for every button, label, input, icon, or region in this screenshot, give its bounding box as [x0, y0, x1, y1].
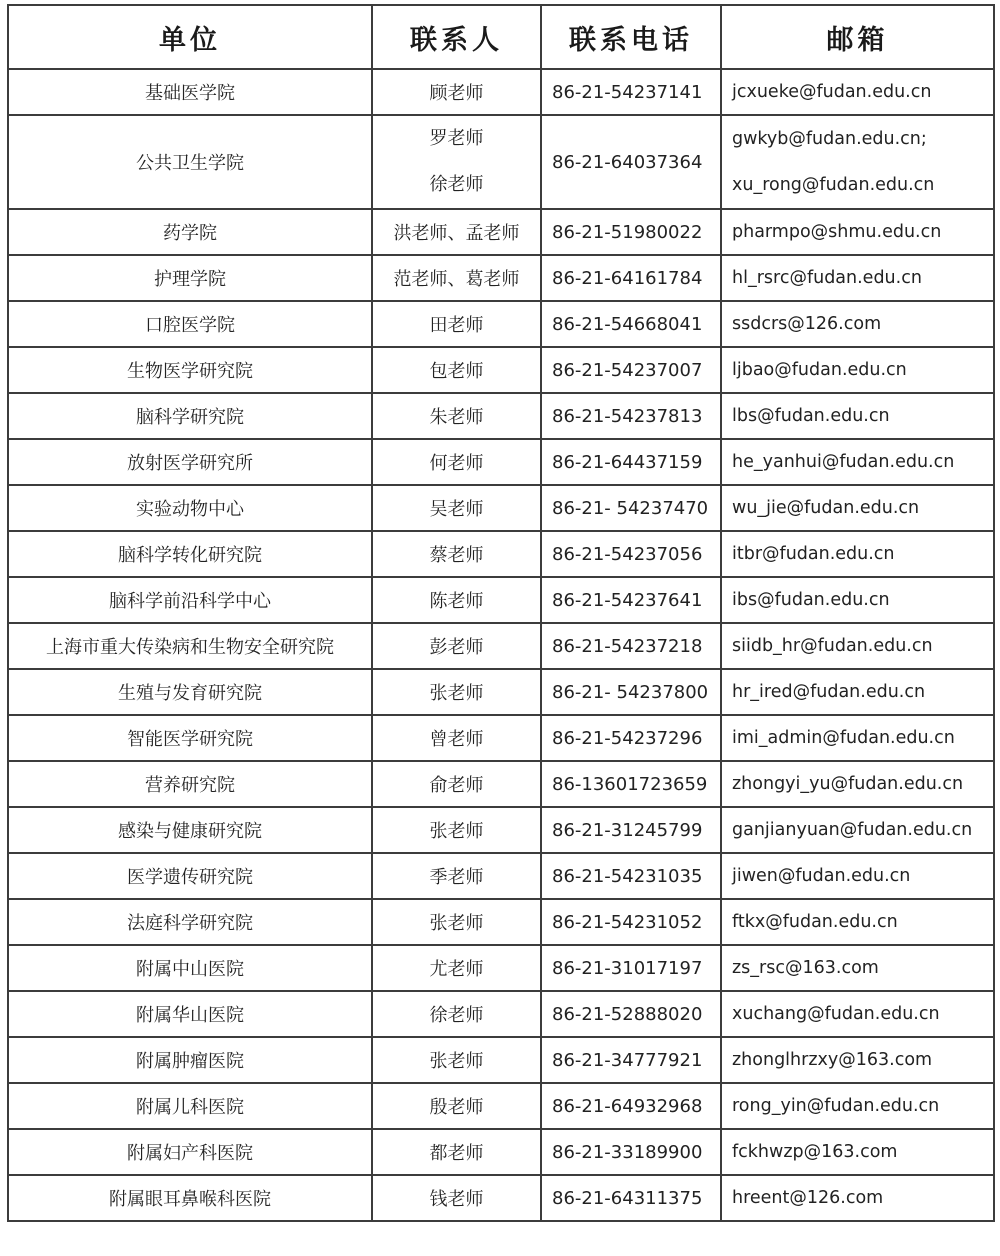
- phone-cell: 86-21-64037364: [541, 115, 721, 209]
- contact-cell: [372, 301, 541, 347]
- contact-cell: [372, 393, 541, 439]
- table-row: [8, 1037, 994, 1083]
- contact-name: 吴老师: [429, 499, 484, 520]
- email-cell: [721, 761, 994, 807]
- contact-name: 顾老师: [429, 83, 484, 104]
- table-row: [8, 899, 994, 945]
- email-cell: [721, 807, 994, 853]
- unit-cell: 基础医学院: [8, 69, 372, 115]
- phone-cell: 86-21-31245799: [541, 807, 721, 853]
- unit-cell: 口腔医学院: [8, 301, 372, 347]
- table-row: [8, 669, 994, 715]
- table-row: [8, 623, 994, 669]
- table-row: [8, 485, 994, 531]
- email-cell: [721, 853, 994, 899]
- table-body: [8, 69, 994, 1221]
- phone-cell: 86-21-54231035: [541, 853, 721, 899]
- table-row: [8, 1083, 994, 1129]
- contact-cell: [372, 577, 541, 623]
- unit-cell: 附属眼耳鼻喉科医院: [8, 1175, 372, 1221]
- email-address: zhonglhrzxy@163.com: [732, 1050, 933, 1070]
- phone-cell: 86-21-54237141: [541, 69, 721, 115]
- email-address: gwkyb@fudan.edu.cn;: [732, 129, 927, 149]
- unit-cell: 实验动物中心: [8, 485, 372, 531]
- contact-name: 彭老师: [429, 637, 484, 658]
- contact-name: 张老师: [429, 821, 484, 842]
- table-row: [8, 853, 994, 899]
- contact-name: 俞老师: [429, 775, 484, 796]
- unit-cell: 脑科学研究院: [8, 393, 372, 439]
- email-address: xu_rong@fudan.edu.cn: [732, 175, 935, 195]
- contact-name: 范老师、葛老师: [393, 269, 520, 290]
- phone-cell: 86-21-54237056: [541, 531, 721, 577]
- email-cell: [721, 531, 994, 577]
- unit-cell: 附属儿科医院: [8, 1083, 372, 1129]
- email-cell: [721, 301, 994, 347]
- email-address: ganjianyuan@fudan.edu.cn: [732, 820, 973, 840]
- table-row: [8, 255, 994, 301]
- table-row: [8, 945, 994, 991]
- contact-cell: [372, 439, 541, 485]
- unit-cell: 生殖与发育研究院: [8, 669, 372, 715]
- phone-cell: 86-21-64932968: [541, 1083, 721, 1129]
- contact-name: 罗老师: [429, 128, 484, 149]
- phone-cell: 86-21-54668041: [541, 301, 721, 347]
- table-row: [8, 347, 994, 393]
- unit-cell: 公共卫生学院: [8, 115, 372, 209]
- contact-cell: [372, 1129, 541, 1175]
- phone-cell: 86-21- 54237800: [541, 669, 721, 715]
- email-address: fckhwzp@163.com: [732, 1142, 898, 1162]
- contact-name: 殷老师: [429, 1097, 484, 1118]
- contact-name: 徐老师: [429, 1005, 484, 1026]
- contact-cell: [372, 623, 541, 669]
- header-row: [8, 5, 994, 69]
- email-address: ftkx@fudan.edu.cn: [732, 912, 898, 932]
- contact-name: 曾老师: [429, 729, 484, 750]
- email-address: jcxueke@fudan.edu.cn: [732, 82, 932, 102]
- table-row: [8, 531, 994, 577]
- unit-cell: 附属妇产科医院: [8, 1129, 372, 1175]
- phone-cell: 86-21-34777921: [541, 1037, 721, 1083]
- email-address: ibs@fudan.edu.cn: [732, 590, 890, 610]
- email-address: hl_rsrc@fudan.edu.cn: [732, 268, 922, 288]
- phone-cell: 86-21- 54237470: [541, 485, 721, 531]
- contact-cell: [372, 807, 541, 853]
- header-contact: 联系人: [372, 5, 541, 69]
- email-address: hreent@126.com: [732, 1188, 884, 1208]
- phone-cell: 86-21-54231052: [541, 899, 721, 945]
- contact-name: 张老师: [429, 683, 484, 704]
- unit-cell: 营养研究院: [8, 761, 372, 807]
- contact-cell: [372, 1037, 541, 1083]
- phone-cell: 86-21-54237218: [541, 623, 721, 669]
- email-cell: [721, 69, 994, 115]
- table-row: [8, 577, 994, 623]
- phone-cell: 86-21-54237296: [541, 715, 721, 761]
- phone-cell: 86-21-54237007: [541, 347, 721, 393]
- email-cell: [721, 439, 994, 485]
- table-row: [8, 115, 994, 209]
- email-address: hr_ired@fudan.edu.cn: [732, 682, 926, 702]
- email-cell: [721, 1175, 994, 1221]
- contact-cell: [372, 715, 541, 761]
- contact-cell: [372, 209, 541, 255]
- unit-cell: 放射医学研究所: [8, 439, 372, 485]
- email-address: ssdcrs@126.com: [732, 314, 882, 334]
- email-address: pharmpo@shmu.edu.cn: [732, 222, 942, 242]
- email-cell: [721, 485, 994, 531]
- header-email: 邮箱: [721, 5, 994, 69]
- contact-name: 田老师: [429, 315, 484, 336]
- contact-name: 陈老师: [429, 591, 484, 612]
- header-phone: 联系电话: [541, 5, 721, 69]
- table-row: [8, 209, 994, 255]
- table-row: [8, 301, 994, 347]
- unit-cell: 智能医学研究院: [8, 715, 372, 761]
- contact-name: 何老师: [429, 453, 484, 474]
- contact-cell: [372, 945, 541, 991]
- email-cell: [721, 715, 994, 761]
- unit-cell: 护理学院: [8, 255, 372, 301]
- unit-cell: 上海市重大传染病和生物安全研究院: [8, 623, 372, 669]
- phone-cell: 86-21-31017197: [541, 945, 721, 991]
- email-address: wu_jie@fudan.edu.cn: [732, 498, 920, 518]
- table-row: [8, 393, 994, 439]
- contact-name: 尤老师: [429, 959, 484, 980]
- phone-cell: 86-13601723659: [541, 761, 721, 807]
- contact-name: 朱老师: [429, 407, 484, 428]
- table-row: [8, 807, 994, 853]
- contact-cell: [372, 669, 541, 715]
- email-address: he_yanhui@fudan.edu.cn: [732, 452, 955, 472]
- header-unit: 单位: [8, 5, 372, 69]
- contact-name: 季老师: [429, 867, 484, 888]
- email-cell: [721, 1083, 994, 1129]
- email-cell: [721, 1037, 994, 1083]
- contact-cell: [372, 991, 541, 1037]
- email-address: imi_admin@fudan.edu.cn: [732, 728, 955, 748]
- phone-cell: 86-21-64161784: [541, 255, 721, 301]
- unit-cell: 感染与健康研究院: [8, 807, 372, 853]
- phone-cell: 86-21-52888020: [541, 991, 721, 1037]
- contact-cell: [372, 115, 541, 209]
- contact-name: 张老师: [429, 1051, 484, 1072]
- email-address: lbs@fudan.edu.cn: [732, 406, 890, 426]
- contact-name: 包老师: [429, 361, 484, 382]
- table-row: [8, 69, 994, 115]
- unit-cell: 附属华山医院: [8, 991, 372, 1037]
- phone-cell: 86-21-64311375: [541, 1175, 721, 1221]
- phone-cell: 86-21-64437159: [541, 439, 721, 485]
- contact-table: [7, 4, 995, 1222]
- email-address: zs_rsc@163.com: [732, 958, 879, 978]
- contact-cell: [372, 853, 541, 899]
- table-row: [8, 761, 994, 807]
- email-address: itbr@fudan.edu.cn: [732, 544, 895, 564]
- email-cell: [721, 255, 994, 301]
- email-address: rong_yin@fudan.edu.cn: [732, 1096, 940, 1116]
- email-cell: [721, 577, 994, 623]
- email-address: jiwen@fudan.edu.cn: [732, 866, 911, 886]
- unit-cell: 法庭科学研究院: [8, 899, 372, 945]
- phone-cell: 86-21-33189900: [541, 1129, 721, 1175]
- unit-cell: 药学院: [8, 209, 372, 255]
- table-row: [8, 439, 994, 485]
- email-cell: [721, 347, 994, 393]
- contact-name: 徐老师: [429, 174, 484, 195]
- phone-cell: 86-21-54237641: [541, 577, 721, 623]
- table-row: [8, 1175, 994, 1221]
- unit-cell: 附属肿瘤医院: [8, 1037, 372, 1083]
- contact-cell: [372, 1083, 541, 1129]
- contact-cell: [372, 899, 541, 945]
- email-cell: [721, 899, 994, 945]
- contact-cell: [372, 347, 541, 393]
- contact-name: 钱老师: [429, 1189, 484, 1210]
- email-address: siidb_hr@fudan.edu.cn: [732, 636, 933, 656]
- email-address: ljbao@fudan.edu.cn: [732, 360, 907, 380]
- email-cell: [721, 991, 994, 1037]
- email-address: xuchang@fudan.edu.cn: [732, 1004, 940, 1024]
- contact-name: 张老师: [429, 913, 484, 934]
- contact-cell: [372, 1175, 541, 1221]
- table-row: [8, 715, 994, 761]
- phone-cell: 86-21-51980022: [541, 209, 721, 255]
- contact-cell: [372, 761, 541, 807]
- unit-cell: 医学遗传研究院: [8, 853, 372, 899]
- email-cell: [721, 623, 994, 669]
- contact-cell: [372, 485, 541, 531]
- table-row: [8, 1129, 994, 1175]
- contact-cell: [372, 69, 541, 115]
- unit-cell: 脑科学前沿科学中心: [8, 577, 372, 623]
- email-cell: [721, 1129, 994, 1175]
- unit-cell: 脑科学转化研究院: [8, 531, 372, 577]
- contact-name: 都老师: [429, 1143, 484, 1164]
- contact-name: 洪老师、孟老师: [393, 223, 520, 244]
- email-cell: [721, 209, 994, 255]
- email-cell: [721, 115, 994, 209]
- unit-cell: 生物医学研究院: [8, 347, 372, 393]
- unit-cell: 附属中山医院: [8, 945, 372, 991]
- contact-name: 蔡老师: [429, 545, 484, 566]
- email-cell: [721, 669, 994, 715]
- table-row: [8, 991, 994, 1037]
- phone-cell: 86-21-54237813: [541, 393, 721, 439]
- contact-cell: [372, 255, 541, 301]
- email-cell: [721, 393, 994, 439]
- contact-cell: [372, 531, 541, 577]
- email-address: zhongyi_yu@fudan.edu.cn: [732, 774, 964, 794]
- email-cell: [721, 945, 994, 991]
